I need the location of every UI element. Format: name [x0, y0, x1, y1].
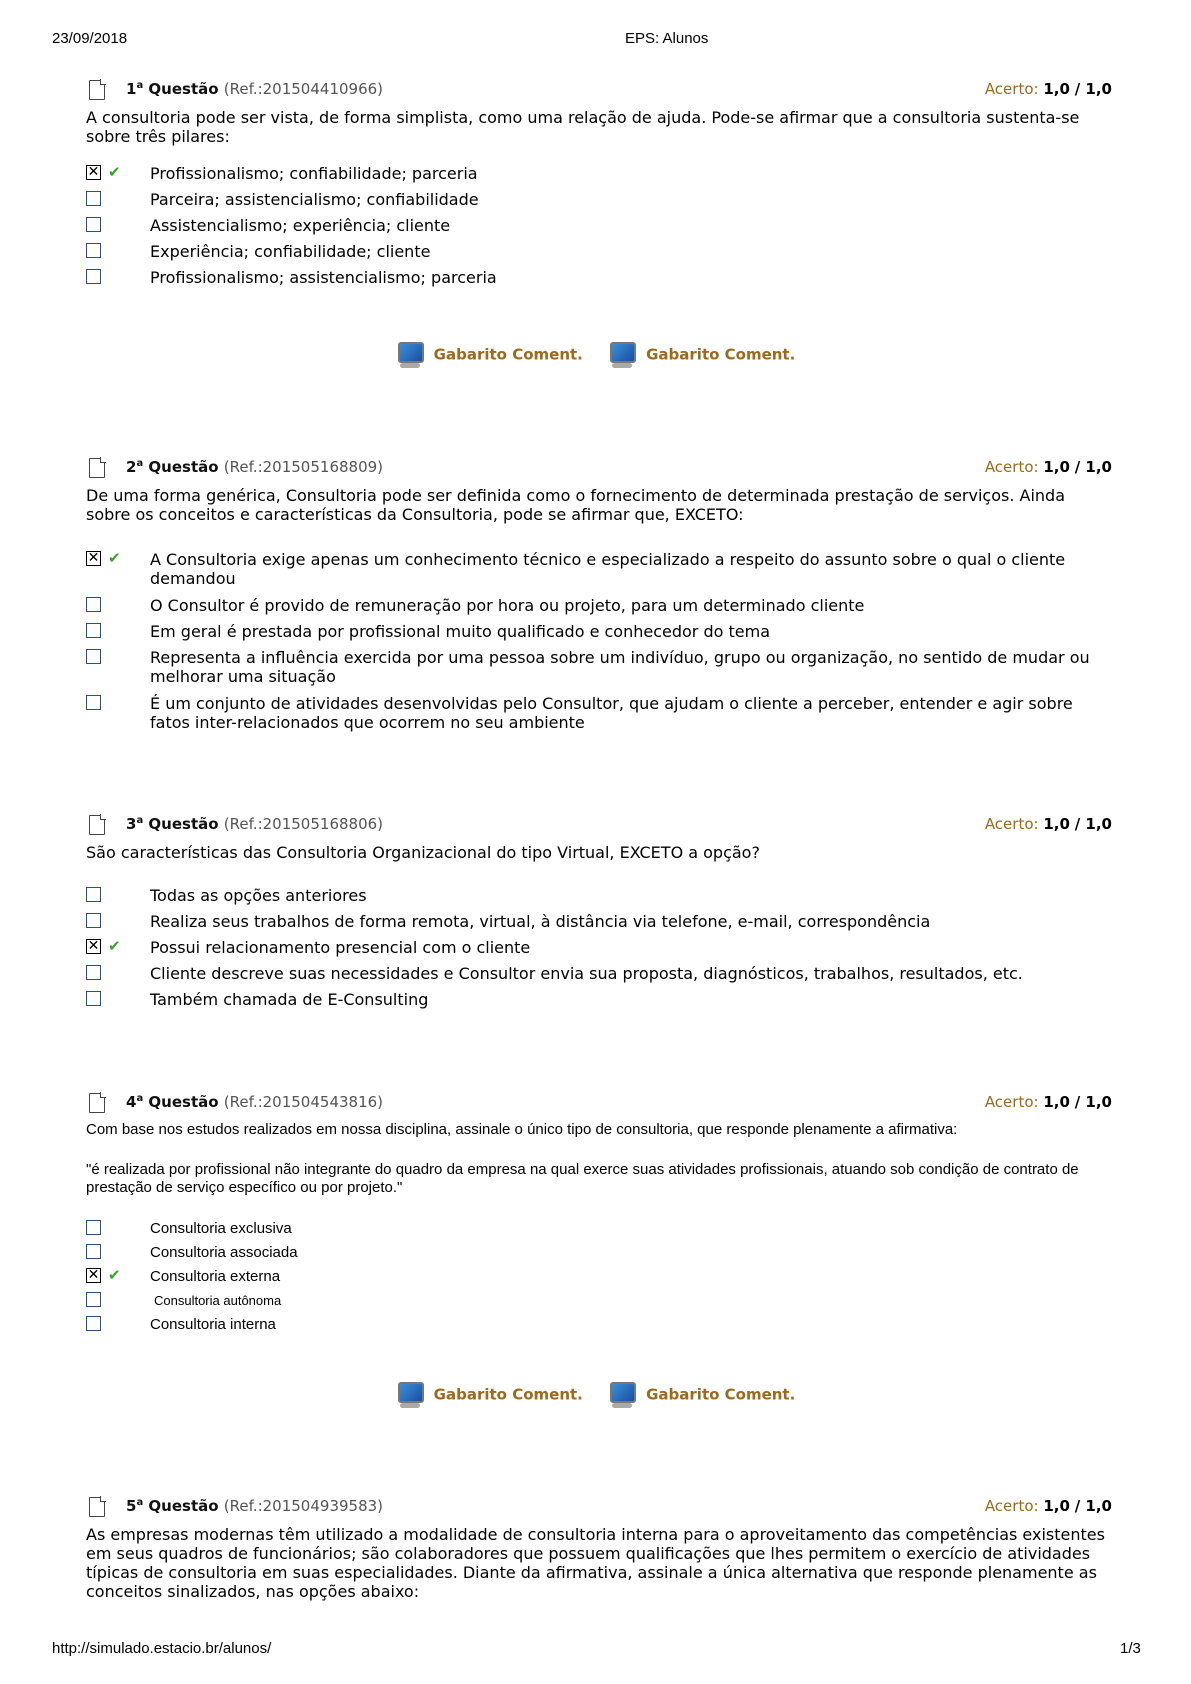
gabarito-row	[0, 1380, 1191, 1410]
document-icon	[89, 1497, 105, 1517]
monitor-icon	[396, 1380, 424, 1410]
gabarito-link[interactable]: Gabarito Coment.	[608, 1380, 795, 1410]
score: Acerto: 1,0 / 1,0	[984, 1497, 1112, 1515]
question-stem: De uma forma genérica, Consultoria pode ser definida como o fornecimento de determinada prestação de serviços. Ainda sobre os conceitos e características da Consultoria, pode se afirmar que, EXCETO:	[86, 486, 1065, 524]
checkbox-icon[interactable]	[86, 965, 101, 980]
checkbox-icon[interactable]	[86, 913, 101, 928]
monitor-icon	[396, 340, 424, 370]
question-title: 1$^a$ Questão (Ref.:201504410966)	[126, 80, 384, 98]
question-3	[86, 815, 1112, 1016]
monitor-icon	[608, 340, 636, 370]
page-number: 1/3	[1120, 1640, 1141, 1657]
checkbox-icon[interactable]	[86, 1220, 101, 1235]
option[interactable]: Profissionalismo; assistencialismo; parceria	[86, 268, 1112, 294]
option[interactable]: Experiência; confiabilidade; cliente	[86, 242, 1112, 268]
checkbox-icon[interactable]	[86, 597, 101, 612]
option[interactable]: Consultoria autônoma	[86, 1291, 1112, 1315]
correct-check-icon: ✔	[108, 1267, 121, 1284]
option[interactable]: Consultoria interna	[86, 1315, 1112, 1339]
option[interactable]: Parceira; assistencialismo; confiabilidade	[86, 190, 1112, 216]
option[interactable]: Todas as opções anteriores	[86, 886, 1112, 912]
question-ref: (Ref.:201505168806)	[223, 815, 384, 833]
document-icon	[89, 815, 105, 835]
option[interactable]: Em geral é prestada por profissional muito qualificado e conhecedor do tema	[86, 622, 1112, 648]
checked-checkbox-icon[interactable]: ✕	[87, 550, 100, 566]
option[interactable]: Consultoria exclusiva	[86, 1219, 1112, 1243]
checked-checkbox-icon[interactable]: ✕	[87, 164, 100, 180]
checkbox-icon[interactable]	[86, 991, 101, 1006]
document-icon	[89, 1093, 105, 1113]
question-4	[86, 1093, 1112, 1339]
document-icon	[89, 80, 105, 100]
checked-checkbox-icon[interactable]: ✕	[87, 1267, 100, 1283]
checkbox-icon[interactable]	[86, 1244, 101, 1259]
page-title: EPS: Alunos	[625, 30, 709, 47]
correct-check-icon: ✔	[108, 549, 121, 567]
checkbox-icon[interactable]	[86, 1316, 101, 1331]
question-stem: São características das Consultoria Organizacional do tipo Virtual, EXCETO a opção?	[86, 843, 760, 862]
document-icon	[89, 458, 105, 478]
question-stem: As empresas modernas têm utilizado a modalidade de consultoria interna para o aproveitamento das competências existentes em seus quadros de funcionários; são colaboradores que possuem qualificações que lhes permitem o exercício de atividades típicas de consultoria em suas especialidades. Diante da afirmativa, assinale a única alternativa que responde plenamente as conceitos sinalizados, nas opções abaixo:	[86, 1525, 1105, 1601]
option[interactable]: Cliente descreve suas necessidades e Consultor envia sua proposta, diagnósticos, trabalhos, resultados, etc.	[86, 964, 1112, 990]
question-quote: "é realizada por profissional não integrante do quadro da empresa na qual exerce suas atividades profissionais, atuando sob condição de contrato de prestação de serviço específico ou por projeto."	[86, 1161, 1079, 1196]
question-ref: (Ref.:201504410966)	[223, 80, 384, 98]
option[interactable]: Assistencialismo; experiência; cliente	[86, 216, 1112, 242]
option[interactable]: É um conjunto de atividades desenvolvidas pelo Consultor, que ajudam o cliente a perceber, entender e agir sobre fatos inter-relacionados que ocorrem no seu ambiente	[86, 694, 1112, 740]
checkbox-icon[interactable]	[86, 191, 101, 206]
option[interactable]: Realiza seus trabalhos de forma remota, virtual, à distância via telefone, e-mail, correspondência	[86, 912, 1112, 938]
option[interactable]: ✕ ✔ Possui relacionamento presencial com o cliente	[87, 937, 531, 957]
monitor-icon	[608, 1380, 636, 1410]
question-ref: (Ref.:201504939583)	[223, 1497, 384, 1515]
question-ref: (Ref.:201504543816)	[223, 1093, 384, 1111]
question-5	[86, 1497, 1112, 1601]
checkbox-icon[interactable]	[86, 1292, 101, 1307]
gabarito-link[interactable]: Gabarito Coment.	[608, 340, 795, 370]
checkbox-icon[interactable]	[86, 243, 101, 258]
option[interactable]: Também chamada de E-Consulting	[86, 990, 1112, 1016]
gabarito-row	[0, 340, 1191, 370]
option[interactable]: ✕ ✔ Profissionalismo; confiabilidade; parceria	[87, 163, 478, 183]
score: Acerto: 1,0 / 1,0	[984, 80, 1112, 98]
question-title: 4$^a$ Questão (Ref.:201504543816)	[126, 1093, 384, 1111]
gabarito-link[interactable]: Gabarito Coment.	[396, 340, 583, 370]
correct-check-icon: ✔	[108, 937, 121, 955]
print-date: 23/09/2018	[52, 30, 128, 47]
correct-check-icon: ✔	[108, 163, 121, 181]
question-title: 2$^a$ Questão (Ref.:201505168809)	[126, 458, 384, 476]
score: Acerto: 1,0 / 1,0	[984, 815, 1112, 833]
checkbox-icon[interactable]	[86, 649, 101, 664]
checkbox-icon[interactable]	[86, 217, 101, 232]
score: Acerto: 1,0 / 1,0	[984, 458, 1112, 476]
checkbox-icon[interactable]	[86, 695, 101, 710]
option[interactable]: ✕ ✔ Consultoria externa	[87, 1267, 281, 1285]
checked-checkbox-icon[interactable]: ✕	[87, 938, 100, 954]
question-stem: Com base nos estudos realizados em nossa disciplina, assinale o único tipo de consultoria, que responde plenamente a afirmativa:	[86, 1121, 958, 1138]
option[interactable]: ✕ ✔ A Consultoria exige apenas um conhecimento técnico e especializado a respeito do assunto sobre o qual o cliente demandou	[87, 549, 1066, 588]
option[interactable]: O Consultor é provido de remuneração por hora ou projeto, para um determinado cliente	[86, 596, 1112, 622]
checkbox-icon[interactable]	[86, 623, 101, 638]
option[interactable]: Consultoria associada	[86, 1243, 1112, 1267]
question-ref: (Ref.:201505168809)	[223, 458, 384, 476]
checkbox-icon[interactable]	[86, 887, 101, 902]
checkbox-icon[interactable]	[86, 269, 101, 284]
question-title: 3$^a$ Questão (Ref.:201505168806)	[126, 815, 384, 833]
question-2	[86, 458, 1112, 740]
gabarito-link[interactable]: Gabarito Coment.	[396, 1380, 583, 1410]
question-title: 5$^a$ Questão (Ref.:201504939583)	[126, 1497, 384, 1515]
option[interactable]: Representa a influência exercida por uma pessoa sobre um indivíduo, grupo ou organização, no sentido de mudar ou melhorar uma situação	[86, 648, 1112, 694]
question-1	[86, 80, 1112, 294]
question-stem: A consultoria pode ser vista, de forma simplista, como uma relação de ajuda. Pode-se afirmar que a consultoria sustenta-se sobre três pilares:	[86, 108, 1080, 146]
footer-url: http://simulado.estacio.br/alunos/	[52, 1640, 272, 1657]
score: Acerto: 1,0 / 1,0	[984, 1093, 1112, 1111]
